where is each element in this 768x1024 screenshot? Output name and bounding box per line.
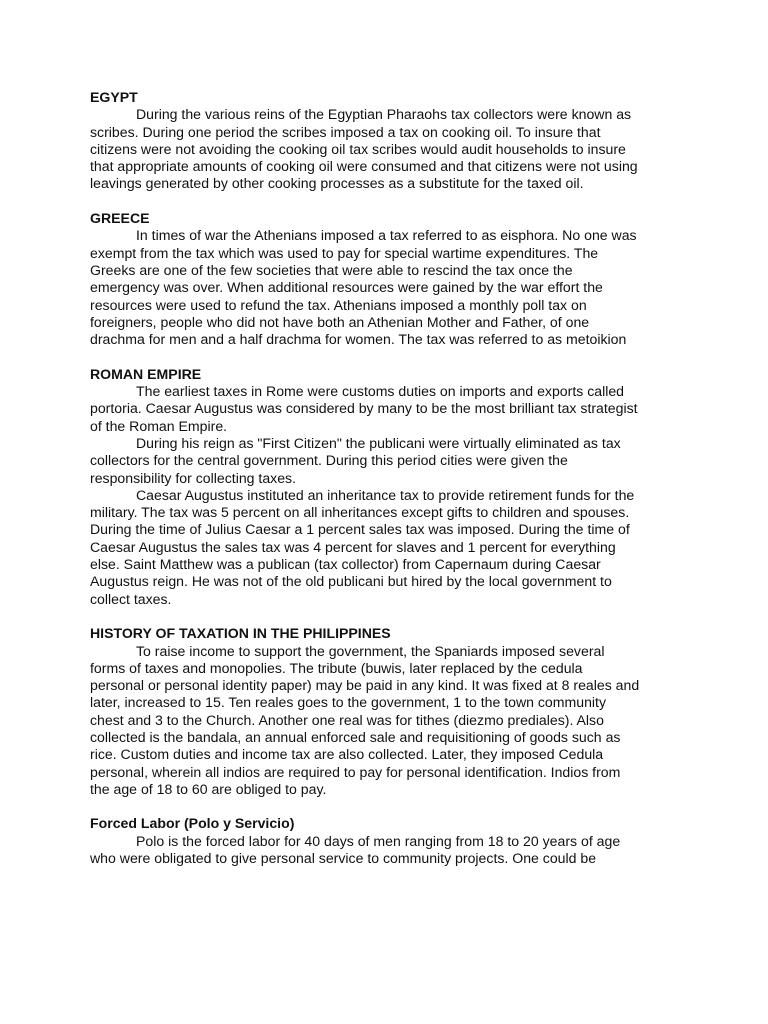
text-line: During the time of Julius Caesar a 1 percent sales tax was imposed. During the time of [90, 521, 630, 538]
text-line: of the Roman Empire. [90, 417, 228, 434]
text-line: personal, wherein all indios are required to pay for personal identification. Indios from [90, 763, 621, 780]
text-line: portoria. Caesar Augustus was considered by many to be the most brilliant tax strategist [90, 400, 638, 417]
paragraph [90, 487, 690, 608]
text-line: rice. Custom duties and income tax are also collected. Later, they imposed Cedula [90, 746, 604, 763]
paragraph [90, 435, 690, 487]
text-line: Greeks are one of the few societies that were able to rescind the tax once the [90, 261, 573, 278]
section-greece [90, 210, 690, 348]
section-heading: GREECE [90, 210, 150, 227]
text-line: that appropriate amounts of cooking oil were consumed and that citizens were not using [90, 158, 638, 175]
paragraph [90, 106, 690, 192]
text-line: exempt from the tax which was used to pay for special wartime expenditures. The [90, 244, 599, 261]
text-line: military. The tax was 5 percent on all inheritances except gifts to children and spouses. [90, 504, 630, 521]
text-line: During the various reins of the Egyptian Pharaohs tax collectors were known as [136, 106, 632, 123]
text-line: later, increased to 15. Ten reales goes to the government, 1 to the town community [90, 694, 607, 711]
document-body [90, 89, 690, 885]
text-line: responsibility for collecting taxes. [90, 469, 297, 486]
text-line: else. Saint Matthew was a publican (tax collector) from Capernaum during Caesar [90, 556, 601, 573]
text-line: leavings generated by other cooking processes as a substitute for the taxed oil. [90, 175, 584, 192]
section-heading: Forced Labor (Polo y Servicio) [90, 815, 295, 832]
section-egypt [90, 89, 690, 193]
paragraph [90, 643, 690, 799]
text-line: resources were used to refund the tax. Athenians imposed a monthly poll tax on [90, 296, 587, 313]
section-forced-labor-polo-y-servicio [90, 815, 690, 867]
text-line: In times of war the Athenians imposed a tax referred to as eisphora. No one was [136, 227, 637, 244]
paragraph [90, 833, 690, 868]
text-line: scribes. During one period the scribes imposed a tax on cooking oil. To insure that [90, 123, 601, 140]
text-line: emergency was over. When additional resources were gained by the war effort the [90, 279, 603, 296]
text-line: personal or personal identity paper) may be paid in any kind. It was fixed at 8 reales and [90, 677, 640, 694]
text-line: who were obligated to give personal service to community projects. One could be [90, 850, 597, 867]
text-line: forms of taxes and monopolies. The tribute (buwis, later replaced by the cedula [90, 659, 583, 676]
text-line: The earliest taxes in Rome were customs duties on imports and exports called [136, 383, 625, 400]
section-heading: EGYPT [90, 89, 138, 105]
section-roman-empire [90, 366, 690, 608]
text-line: foreigners, people who did not have both an Athenian Mother and Father, of one [90, 313, 590, 330]
text-line: drachma for men and a half drachma for women. The tax was referred to as metoikion [90, 331, 627, 348]
text-line: Augustus reign. He was not of the old publicani but hired by the local government to [90, 573, 612, 590]
text-line: collected is the bandala, an annual enforced sale and requisitioning of goods such as [90, 728, 621, 745]
text-line: collect taxes. [90, 590, 172, 607]
text-line: To raise income to support the government, the Spaniards imposed several [136, 642, 605, 659]
text-line: collectors for the central government. During this period cities were given the [90, 452, 568, 469]
text-line: Caesar Augustus instituted an inheritance tax to provide retirement funds for the [136, 486, 635, 503]
text-line: During his reign as "First Citizen" the publicani were virtually eliminated as tax [136, 434, 621, 451]
text-line: chest and 3 to the Church. Another one real was for tithes (diezmo prediales). Also [90, 711, 604, 728]
paragraph [90, 383, 690, 435]
section-heading: HISTORY OF TAXATION IN THE PHILIPPINES [90, 625, 391, 642]
text-line: Caesar Augustus the sales tax was 4 percent for slaves and 1 percent for everything [90, 538, 616, 555]
section-history-of-taxation-in-the-philippines [90, 625, 690, 798]
section-heading: ROMAN EMPIRE [90, 365, 202, 382]
text-line: Polo is the forced labor for 40 days of men ranging from 18 to 20 years of age [136, 832, 621, 849]
text-line: citizens were not avoiding the cooking oil tax scribes would audit households to insure [90, 140, 626, 157]
text-line: the age of 18 to 60 are obliged to pay. [90, 780, 327, 797]
paragraph [90, 227, 690, 348]
